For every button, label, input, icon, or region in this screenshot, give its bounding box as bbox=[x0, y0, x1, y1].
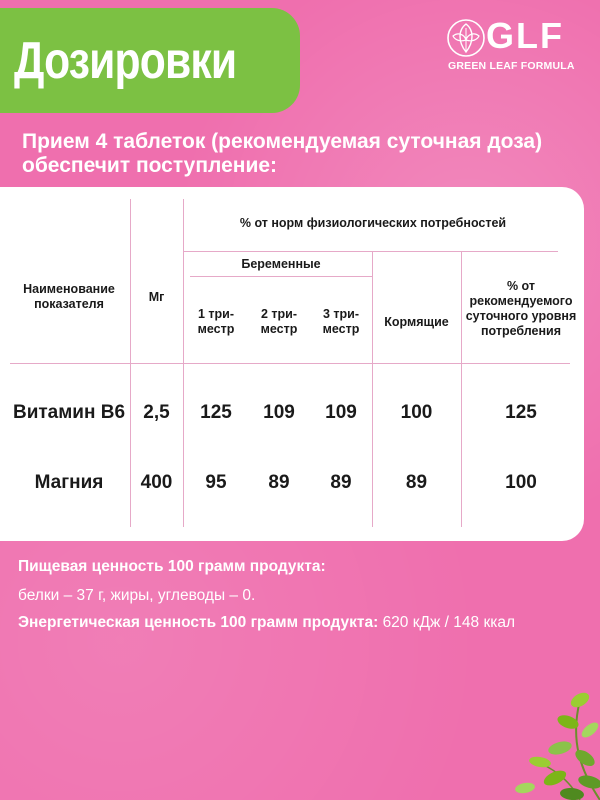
row-1-recommended: 125 bbox=[505, 402, 537, 423]
header-nursing: Кормящие bbox=[384, 314, 449, 329]
header-norms: % от норм физиологических потребностей bbox=[239, 215, 507, 230]
header-recommended: % от рекомендуемого суточного уровня потребления bbox=[465, 279, 577, 338]
page-title: Дозировки bbox=[14, 31, 237, 90]
row-1-mg: 2,5 bbox=[143, 402, 170, 423]
logo bbox=[446, 15, 581, 78]
row-2-trimester-2: 89 bbox=[268, 472, 290, 493]
intro-text: Прием 4 таблеток (рекомендуемая суточная доза) обеспечит поступление: bbox=[22, 130, 543, 177]
row-1-trimester-3: 109 bbox=[325, 402, 357, 423]
title-badge bbox=[0, 8, 300, 113]
row-2-trimester-1: 95 bbox=[205, 472, 227, 493]
header-trimester-1: 1 три-местр bbox=[197, 307, 235, 336]
row-1-nursing: 100 bbox=[400, 402, 433, 423]
header-pregnant: Беременные bbox=[241, 256, 321, 271]
row-2-recommended: 100 bbox=[505, 472, 537, 493]
row-2-trimester-3: 89 bbox=[330, 472, 352, 493]
row-2-nursing: 89 bbox=[405, 472, 428, 493]
row-2-mg: 400 bbox=[140, 472, 173, 493]
row-1-trimester-2: 109 bbox=[263, 402, 295, 423]
row-1-name: Витамин В6 bbox=[12, 402, 126, 423]
plant-decoration bbox=[430, 670, 600, 800]
nutrition-values bbox=[18, 587, 255, 605]
energy-value: 620 кДж / 148 ккал bbox=[382, 614, 516, 631]
logo-mark-text: GLF bbox=[486, 15, 564, 56]
header-name: Наименование показателя bbox=[23, 282, 115, 311]
dosage-table bbox=[0, 187, 584, 541]
row-2-name: Магния bbox=[34, 472, 104, 493]
row-1-trimester-1: 125 bbox=[200, 402, 232, 423]
header-unit: Мг bbox=[148, 289, 165, 304]
nutrition-heading-text: Пищевая ценность 100 грамм продукта: bbox=[18, 558, 326, 575]
nutrition-heading bbox=[18, 558, 326, 576]
nutrition-values-text: белки – 37 г, жиры, углеводы – 0. bbox=[18, 587, 256, 604]
energy-line bbox=[18, 614, 515, 632]
header-trimester-2: 2 три-местр bbox=[260, 307, 298, 336]
logo-subtitle: GREEN LEAF FORMULA bbox=[448, 60, 575, 72]
leaf-circle-icon bbox=[446, 18, 486, 58]
header-trimester-3: 3 три-местр bbox=[322, 307, 360, 336]
energy-label: Энергетическая ценность 100 грамм продукта: bbox=[18, 614, 379, 631]
